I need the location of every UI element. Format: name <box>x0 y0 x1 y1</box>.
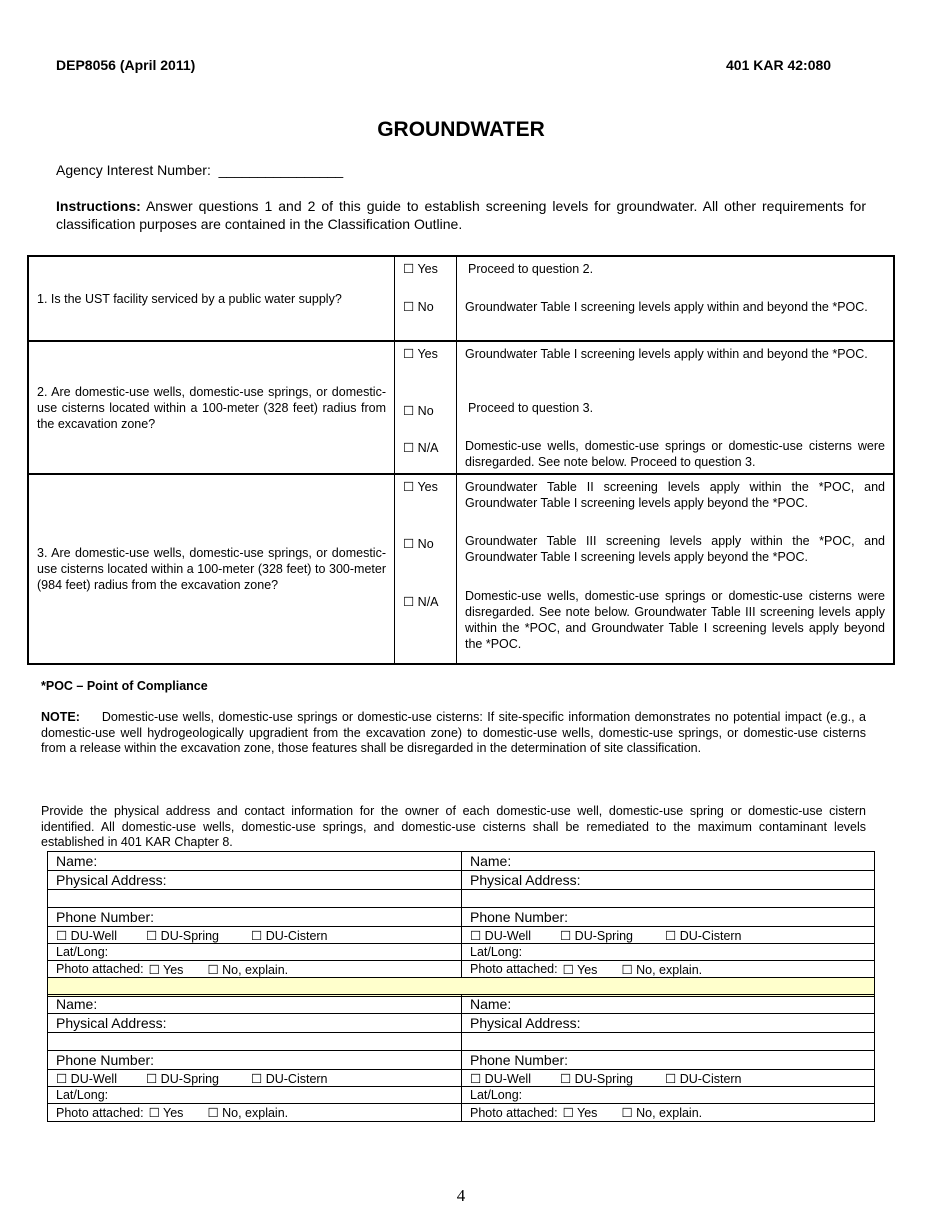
question-1-text: 1. Is the UST facility serviced by a public water supply? <box>29 257 395 340</box>
name-field[interactable]: Name: <box>470 996 512 1012</box>
du-cistern-checkbox[interactable]: ☐ DU-Cistern <box>251 928 328 943</box>
address-line-2-row <box>48 1033 874 1051</box>
type-row <box>48 1070 874 1087</box>
du-cistern-checkbox[interactable]: ☐ DU-Cistern <box>251 1071 328 1086</box>
physical-address-field[interactable]: Physical Address: <box>48 1014 462 1032</box>
q2-yes-answer: Groundwater Table I screening levels apply within and beyond the *POC. <box>465 347 868 361</box>
lat-long-field[interactable]: Lat/Long: <box>470 1088 523 1102</box>
photo-no-checkbox[interactable]: ☐ No, explain. <box>207 1106 289 1120</box>
note-text: Domestic-use wells, domestic-use springs or domestic-use cisterns: If site-specific information demonstrates no potential impact (e.g., a domestic-use well hydrogeologically upgradient from the excavation zone) to domestic-use wells, domestic-use springs, or domestic-use cisterns from a release within the excavation zone, those features shall be disregarded in the determination of site classification. <box>41 710 866 756</box>
latlong-row <box>48 1087 874 1104</box>
question-row-3 <box>29 475 893 663</box>
photo-no-checkbox[interactable]: ☐ No, explain. <box>621 962 703 977</box>
question-2-options <box>395 342 457 473</box>
note-lead: NOTE: <box>41 710 80 724</box>
du-well-checkbox[interactable]: ☐ DU-Well <box>470 1071 531 1086</box>
address-line-2[interactable] <box>48 1033 462 1050</box>
q1-yes-checkbox[interactable]: ☐ Yes <box>403 262 438 276</box>
physical-address-field[interactable]: Physical Address: <box>470 872 581 888</box>
du-cistern-checkbox[interactable]: ☐ DU-Cistern <box>665 928 742 943</box>
photo-yes-checkbox[interactable]: ☐ Yes <box>148 962 184 977</box>
question-3-text: 3. Are domestic-use wells, domestic-use springs, or domestic-use cisterns located within a 100-meter (328 feet) to 300-meter (984 feet) radius from the excavation zone? <box>29 475 395 663</box>
photo-label: Photo attached: <box>470 962 558 976</box>
photo-attached <box>462 961 874 977</box>
photo-yes-checkbox[interactable]: ☐ Yes <box>562 962 598 977</box>
photo-row <box>48 961 874 978</box>
q2-no-answer: Proceed to question 3. <box>468 401 594 415</box>
q2-no-checkbox[interactable]: ☐ No <box>403 404 434 418</box>
agency-label: Agency Interest Number: <box>56 162 211 178</box>
q1-no-checkbox[interactable]: ☐ No <box>403 300 434 314</box>
du-well-checkbox[interactable]: ☐ DU-Well <box>470 928 531 943</box>
name-row <box>48 995 874 1014</box>
physical-address-field[interactable]: Physical Address: <box>470 1015 581 1031</box>
type-row <box>48 927 874 944</box>
q2-na-checkbox[interactable]: ☐ N/A <box>403 441 439 455</box>
photo-yes-checkbox[interactable]: ☐ Yes <box>148 1106 184 1120</box>
contact-table-2 <box>47 994 875 1122</box>
name-row <box>48 852 874 871</box>
name-field[interactable]: Name: <box>470 853 512 869</box>
photo-attached <box>48 961 462 977</box>
du-spring-checkbox[interactable]: ☐ DU-Spring <box>559 1071 634 1086</box>
question-2-text: 2. Are domestic-use wells, domestic-use springs, or domestic-use cisterns located within a 100-meter (328 feet) radius from the excavation zone? <box>29 342 395 473</box>
photo-no-checkbox[interactable]: ☐ No, explain. <box>621 1106 703 1120</box>
address-line-2[interactable] <box>462 1033 874 1050</box>
du-well-checkbox[interactable]: ☐ DU-Well <box>56 1071 117 1086</box>
q3-no-checkbox[interactable]: ☐ No <box>403 537 434 551</box>
page-number: 4 <box>456 1186 466 1205</box>
photo-attached <box>462 1104 874 1121</box>
question-2-answers <box>457 342 893 473</box>
phone-number-field[interactable]: Phone Number: <box>48 908 462 926</box>
name-field[interactable]: Name: <box>48 995 462 1013</box>
agency-field[interactable]: ________________ <box>218 162 344 178</box>
du-spring-checkbox[interactable]: ☐ DU-Spring <box>145 1071 220 1086</box>
address-row <box>48 871 874 890</box>
instructions-lead: Instructions: <box>56 198 141 214</box>
du-cistern-checkbox[interactable]: ☐ DU-Cistern <box>665 1071 742 1086</box>
photo-yes-checkbox[interactable]: ☐ Yes <box>562 1106 598 1120</box>
source-type-options <box>462 927 874 943</box>
question-1-answers <box>457 257 893 340</box>
lat-long-field[interactable]: Lat/Long: <box>48 1087 462 1103</box>
q1-no-answer: Groundwater Table I screening levels apply within and beyond the *POC. <box>465 300 868 314</box>
regulation-id: 401 KAR 42:080 <box>726 57 832 73</box>
question-3-answers <box>457 475 893 663</box>
lat-long-field[interactable]: Lat/Long: <box>48 944 462 960</box>
photo-attached <box>48 1104 462 1121</box>
question-3-options <box>395 475 457 663</box>
address-row <box>48 1014 874 1033</box>
du-spring-checkbox[interactable]: ☐ DU-Spring <box>145 928 220 943</box>
address-line-2[interactable] <box>462 890 874 907</box>
photo-label: Photo attached: <box>56 1105 144 1120</box>
phone-row <box>48 1051 874 1070</box>
q2-yes-checkbox[interactable]: ☐ Yes <box>403 347 438 361</box>
page-title: GROUNDWATER <box>377 118 545 141</box>
photo-no-checkbox[interactable]: ☐ No, explain. <box>207 962 289 977</box>
instructions <box>56 197 866 233</box>
physical-address-field[interactable]: Physical Address: <box>48 871 462 889</box>
q2-na-answer: Domestic-use wells, domestic-use springs or domestic-use cisterns were disregarded. See note below. Proceed to question 3. <box>465 439 885 469</box>
photo-row <box>48 1104 874 1121</box>
source-type-options <box>462 1070 874 1086</box>
question-1-options <box>395 257 457 340</box>
phone-number-field[interactable]: Phone Number: <box>470 909 569 925</box>
photo-label: Photo attached: <box>56 962 144 976</box>
instructions-text: Answer questions 1 and 2 of this guide to establish screening levels for groundwater. All other requirements for classification purposes are contained in the Classification Outline. <box>56 198 866 232</box>
note <box>41 710 866 757</box>
du-well-checkbox[interactable]: ☐ DU-Well <box>56 928 117 943</box>
photo-label: Photo attached: <box>470 1105 558 1120</box>
latlong-row <box>48 944 874 961</box>
phone-number-field[interactable]: Phone Number: <box>48 1051 462 1069</box>
phone-row <box>48 908 874 927</box>
address-line-2-row <box>48 890 874 908</box>
q3-no-answer: Groundwater Table III screening levels apply within the *POC, and Groundwater Table I screening levels apply beyond the *POC. <box>465 534 885 564</box>
phone-number-field[interactable]: Phone Number: <box>470 1052 569 1068</box>
q3-yes-answer: Groundwater Table II screening levels apply within the *POC, and Groundwater Table I screening levels apply beyond the *POC. <box>465 480 885 510</box>
form-id: DEP8056 (April 2011) <box>56 57 196 73</box>
du-spring-checkbox[interactable]: ☐ DU-Spring <box>559 928 634 943</box>
contact-instructions: Provide the physical address and contact information for the owner of each domestic-use well, domestic-use spring or domestic-use cistern identified. All domestic-use wells, domestic-use springs, and domestic-use cisterns shall be remediated to the maximum contaminant levels established in 401 KAR Chapter 8. <box>41 804 866 850</box>
question-row-1 <box>29 257 893 342</box>
contact-table-1 <box>47 851 875 997</box>
q1-yes-answer: Proceed to question 2. <box>468 262 594 276</box>
source-type-options <box>48 1070 462 1086</box>
question-row-2 <box>29 342 893 475</box>
name-field[interactable]: Name: <box>48 852 462 870</box>
q3-na-answer: Domestic-use wells, domestic-use springs or domestic-use cisterns were disregarded. See note below. Groundwater Table III screening levels apply within the *POC, and Groundwater Table I screening levels apply beyond the *POC. <box>465 589 885 651</box>
source-type-options <box>48 927 462 943</box>
lat-long-field[interactable]: Lat/Long: <box>470 945 523 959</box>
q3-na-checkbox[interactable]: ☐ N/A <box>403 595 439 609</box>
poc-definition: *POC – Point of Compliance <box>41 679 208 693</box>
screening-questions-table <box>27 255 895 665</box>
q3-yes-checkbox[interactable]: ☐ Yes <box>403 480 438 494</box>
agency-interest <box>56 162 343 178</box>
address-line-2[interactable] <box>48 890 462 907</box>
